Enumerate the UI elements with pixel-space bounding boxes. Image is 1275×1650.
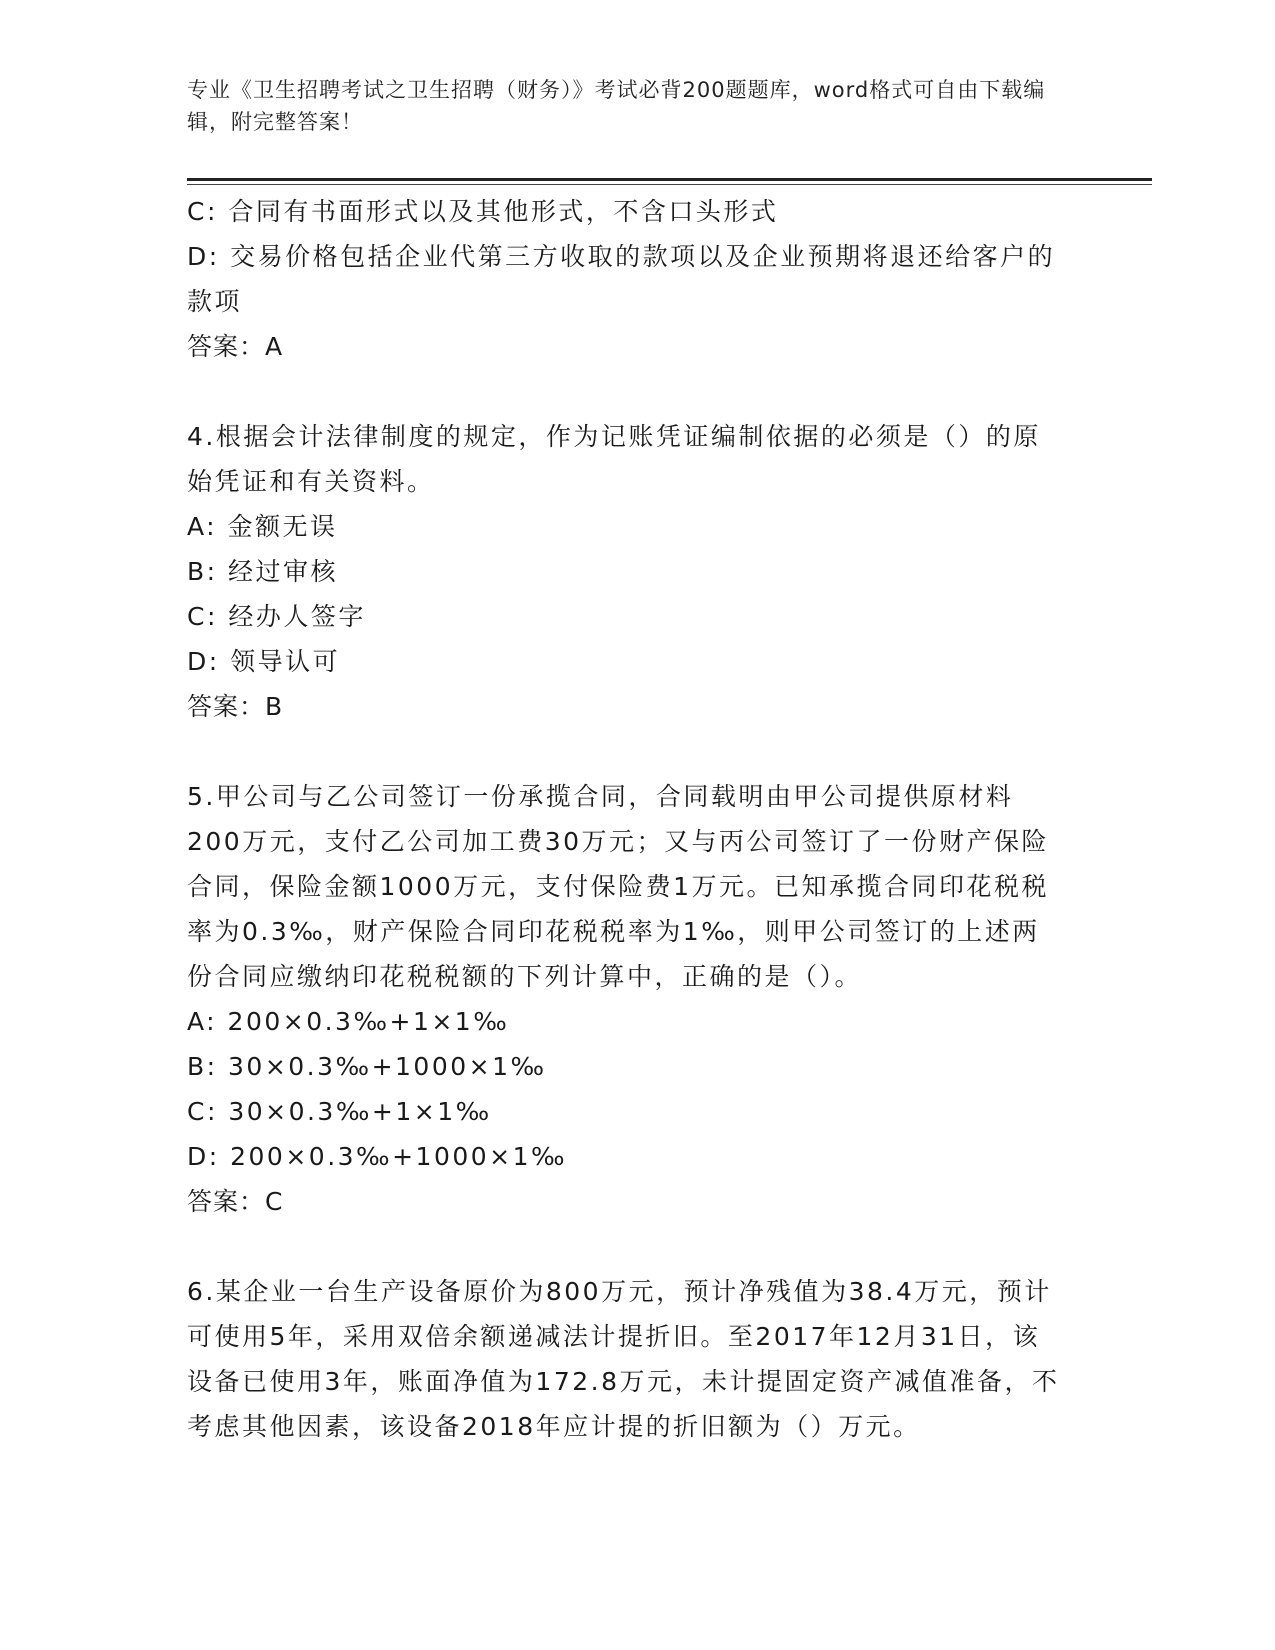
spacer [187, 1224, 1067, 1269]
option-b: B: 经过审核 [187, 557, 339, 586]
question-5 [187, 774, 1067, 1224]
question-3-tail [187, 189, 1067, 369]
question-stem: 4.根据会计法律制度的规定，作为记账凭证编制依据的必须是（）的原始凭证和有关资料。 [187, 422, 1041, 496]
option-c: C: 经办人签字 [187, 602, 366, 631]
header-divider-thick [187, 178, 1152, 181]
option-a: A: 200×0.3‰+1×1‰ [187, 1007, 510, 1036]
option-d: D: 200×0.3‰+1000×1‰ [187, 1142, 568, 1171]
header-divider-thin [187, 184, 1152, 185]
spacer [187, 369, 1067, 414]
option-d: D: 交易价格包括企业代第三方收取的款项以及企业预期将退还给客户的款项 [187, 242, 1056, 316]
question-stem: 5.甲公司与乙公司签订一份承揽合同，合同载明由甲公司提供原材料200万元，支付乙公司加工费30万元；又与丙公司签订了一份财产保险合同，保险金额1000万元，支付保险费1万元。已知承揽合同印花税税率为0.3‰，财产保险合同印花税税率为1‰，则甲公司签订的上述两份合同应缴纳印花税税额的下列计算中，正确的是（）。 [187, 782, 1050, 991]
option-d: D: 领导认可 [187, 647, 341, 676]
answer-line: 答案：C [187, 1187, 284, 1216]
option-a: A: 金额无误 [187, 512, 338, 541]
question-stem: 6.某企业一台生产设备原价为800万元，预计净残值为38.4万元，预计可使用5年，采用双倍余额递减法计提折旧。至2017年12月31日，该设备已使用3年，账面净值为172.8万元，未计提固定资产减值准备，不考虑其他因素，该设备2018年应计提的折旧额为（）万元。 [187, 1277, 1060, 1441]
answer-line: 答案：B [187, 692, 284, 721]
document-header [187, 74, 1067, 138]
question-content [187, 189, 1067, 1449]
option-c: C: 合同有书面形式以及其他形式，不含口头形式 [187, 197, 779, 226]
spacer [187, 729, 1067, 774]
header-title: 专业《卫生招聘考试之卫生招聘（财务）》考试必背200题题库，word格式可自由下载编辑，附完整答案！ [187, 78, 1046, 134]
question-4 [187, 414, 1067, 729]
answer-line: 答案：A [187, 332, 284, 361]
option-b: B: 30×0.3‰+1000×1‰ [187, 1052, 547, 1081]
question-6 [187, 1269, 1067, 1449]
option-c: C: 30×0.3‰+1×1‰ [187, 1097, 492, 1126]
